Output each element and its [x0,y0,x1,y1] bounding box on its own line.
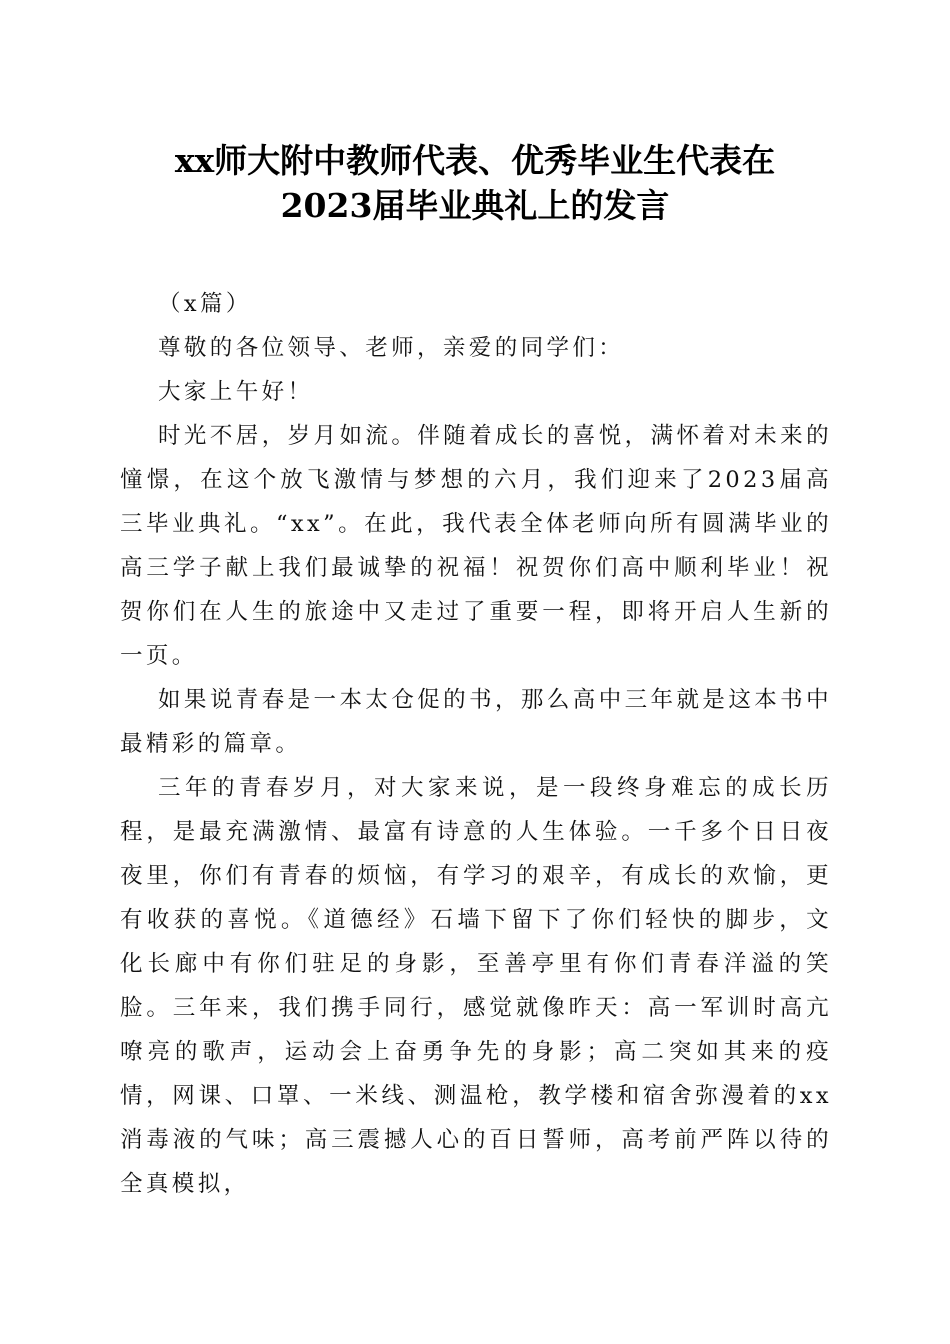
document-title [100,138,850,228]
paragraph: 时光不居，岁月如流。伴随着成长的喜悦，满怀着对未来的憧憬，在这个放飞激情与梦想的六月，我们迎来了2023届高三毕业典礼。“xx”。在此，我代表全体老师向所有圆满毕业的高三学子献上我们最诚挚的祝福！祝贺你们高中顺利毕业！祝贺你们在人生的旅途中又走过了重要一程，即将开启人生新的一页。 [120,423,832,669]
salutation: 尊敬的各位领导、老师，亲爱的同学们： [158,335,625,361]
section-label: （x篇） [158,291,252,317]
title-line-2: 2023届毕业典礼上的发言 [280,186,670,225]
paragraph: 如果说青春是一本太仓促的书，那么高中三年就是这本书中最精彩的篇章。 [120,687,832,757]
greeting: 大家上午好！ [158,379,314,405]
paragraph: 三年的青春岁月，对大家来说，是一段终身难忘的成长历程，是最充满激情、最富有诗意的人生体验。一千多个日日夜夜里，你们有青春的烦恼，有学习的艰辛，有成长的欢愉，更有收获的喜悦。《道德经》石墙下留下了你们轻快的脚步，文化长廊中有你们驻足的身影，至善亭里有你们青春洋溢的笑脸。三年来，我们携手同行，感觉就像昨天：高一军训时高亢嘹亮的歌声，运动会上奋勇争先的身影；高二突如其来的疫情，网课、口罩、一米线、测温枪，教学楼和宿舍弥漫着的xx消毒液的气味；高三震撼人心的百日誓师，高考前严阵以待的全真模拟， [120,775,832,1197]
document-body [120,282,832,1206]
title-line-1: xx师大附中教师代表、优秀毕业生代表在 [174,141,776,180]
